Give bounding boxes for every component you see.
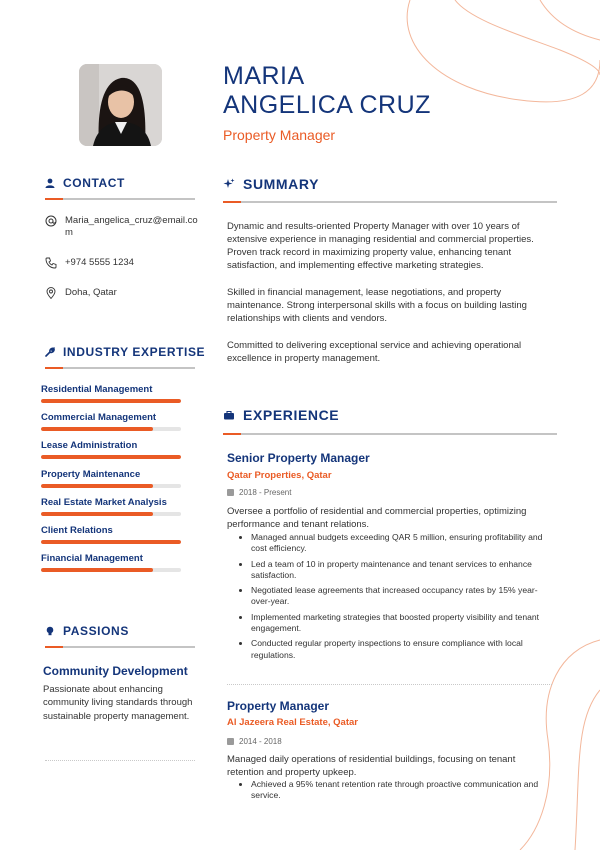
expertise-bar-fill bbox=[41, 427, 153, 431]
job-2-description: Managed daily operations of residential buildings, focusing on tenant retention and property upkeep. bbox=[227, 754, 516, 778]
contact-email[interactable]: Maria_angelica_cruz@email.com bbox=[65, 215, 198, 238]
expertise-bar-fill bbox=[41, 484, 153, 488]
expertise-item bbox=[41, 497, 181, 516]
job-2-bullet: Achieved a 95% tenant retention rate through proactive communication and service. bbox=[227, 779, 552, 802]
experience-heading bbox=[223, 407, 339, 423]
expertise-item bbox=[41, 384, 181, 403]
expertise-bar bbox=[41, 427, 181, 431]
wrench-icon bbox=[45, 347, 55, 357]
summary-paragraph-2: Skilled in financial management, lease negotiations, and property maintenance. Strong interpersonal skills with a focus on building lasting relationships with clients and vendors. bbox=[227, 287, 527, 324]
summary-rule bbox=[223, 201, 557, 203]
expertise-bar-fill bbox=[41, 540, 181, 544]
experience-rule bbox=[223, 433, 557, 435]
user-icon bbox=[45, 178, 55, 188]
expertise-bar-fill bbox=[41, 399, 181, 403]
summary-paragraph-3: Committed to delivering exceptional service and achieving operational excellence in property management. bbox=[227, 340, 522, 364]
contact-rule bbox=[45, 198, 195, 200]
expertise-heading bbox=[45, 345, 205, 359]
expertise-bar-fill bbox=[41, 455, 181, 459]
expertise-label: Real Estate Market Analysis bbox=[41, 496, 167, 508]
job-2-company: Al Jazeera Real Estate, Qatar bbox=[227, 717, 358, 728]
expertise-bar bbox=[41, 512, 181, 516]
job-1-bullet: Negotiated lease agreements that increased occupancy rates by 15% year-over-year. bbox=[227, 585, 552, 608]
job-2-dates-text: 2014 - 2018 bbox=[239, 737, 282, 746]
expertise-label: Client Relations bbox=[41, 525, 113, 536]
expertise-rule bbox=[45, 367, 195, 369]
name-line-2: ANGELICA CRUZ bbox=[223, 91, 431, 119]
job-1-bullet: Implemented marketing strategies that boosted property visibility and tenant engagement. bbox=[227, 612, 552, 635]
expertise-item bbox=[41, 553, 181, 572]
expertise-bar bbox=[41, 568, 181, 572]
job-1-bullet: Conducted regular property inspections to ensure compliance with local regulations. bbox=[227, 638, 552, 661]
expertise-bar bbox=[41, 399, 181, 403]
contact-location: Doha, Qatar bbox=[65, 287, 117, 298]
job-1-bullet: Managed annual budgets exceeding QAR 5 million, ensuring profitability and cost efficiency. bbox=[227, 532, 552, 555]
job-2-bullets bbox=[227, 779, 552, 806]
summary-paragraph-1: Dynamic and results-oriented Property Manager with over 10 years of extensive experience in managing residential and commercial properties. Proven track record in maximizing property value, enhancing tenant satisfaction, and implementing effective marketing strategies. bbox=[227, 221, 534, 271]
job-1-bullet: Led a team of 10 in property maintenance and tenant services to enhance satisfaction. bbox=[227, 559, 552, 582]
contact-location-row bbox=[45, 287, 200, 299]
experience-heading-label: EXPERIENCE bbox=[243, 407, 340, 423]
job-2-title: Property Manager bbox=[227, 699, 330, 713]
passions-heading-label: PASSIONS bbox=[63, 624, 129, 638]
contact-phone-row[interactable] bbox=[45, 257, 200, 269]
expertise-label: Financial Management bbox=[41, 553, 143, 565]
expertise-label: Commercial Management bbox=[41, 412, 157, 424]
summary-heading bbox=[223, 176, 319, 192]
contact-heading-label: CONTACT bbox=[63, 176, 125, 190]
expertise-bar bbox=[41, 540, 181, 544]
expertise-item bbox=[41, 469, 181, 488]
job-1-bullets bbox=[227, 532, 552, 665]
profile-photo bbox=[79, 64, 162, 146]
expertise-item bbox=[41, 440, 181, 459]
job-1-dates-text: 2018 - Present bbox=[239, 488, 292, 497]
contact-email-row[interactable] bbox=[45, 215, 200, 239]
job-divider bbox=[227, 684, 552, 685]
expertise-item bbox=[41, 412, 181, 431]
expertise-item bbox=[41, 525, 181, 544]
at-sign-icon bbox=[45, 215, 57, 227]
expertise-bar-fill bbox=[41, 512, 153, 516]
passions-divider bbox=[45, 760, 195, 761]
contact-phone[interactable]: +974 5555 1234 bbox=[65, 257, 134, 268]
phone-icon bbox=[45, 257, 57, 269]
lightbulb-icon bbox=[45, 626, 55, 636]
passion-title: Community Development bbox=[43, 664, 188, 678]
expertise-bar bbox=[41, 455, 181, 459]
expertise-label: Lease Administration bbox=[41, 440, 138, 452]
expertise-bar-fill bbox=[41, 568, 153, 572]
calendar-icon bbox=[227, 738, 234, 745]
expertise-label: Property Maintenance bbox=[41, 468, 141, 480]
expertise-heading-label: INDUSTRY EXPERTISE bbox=[63, 345, 206, 359]
expertise-label: Residential Management bbox=[41, 384, 153, 395]
passion-description: Passionate about enhancing community living standards through sustainable property management. bbox=[43, 684, 193, 722]
sparkle-icon bbox=[223, 178, 235, 190]
job-1-title: Senior Property Manager bbox=[227, 451, 370, 465]
expertise-bar bbox=[41, 484, 181, 488]
candidate-name bbox=[223, 62, 431, 120]
map-pin-icon bbox=[45, 287, 57, 299]
job-1-dates bbox=[227, 488, 291, 497]
summary-heading-label: SUMMARY bbox=[243, 176, 320, 192]
briefcase-icon bbox=[223, 409, 235, 421]
job-2-dates bbox=[227, 737, 282, 746]
job-1-company: Qatar Properties, Qatar bbox=[227, 470, 332, 481]
job-1-description: Oversee a portfolio of residential and commercial properties, optimizing performance and tenant relations. bbox=[227, 506, 527, 530]
passions-rule bbox=[45, 646, 195, 648]
name-line-1: MARIA bbox=[223, 62, 305, 90]
job-role: Property Manager bbox=[223, 127, 336, 143]
contact-heading bbox=[45, 176, 125, 190]
calendar-icon bbox=[227, 489, 234, 496]
passions-heading bbox=[45, 624, 129, 638]
